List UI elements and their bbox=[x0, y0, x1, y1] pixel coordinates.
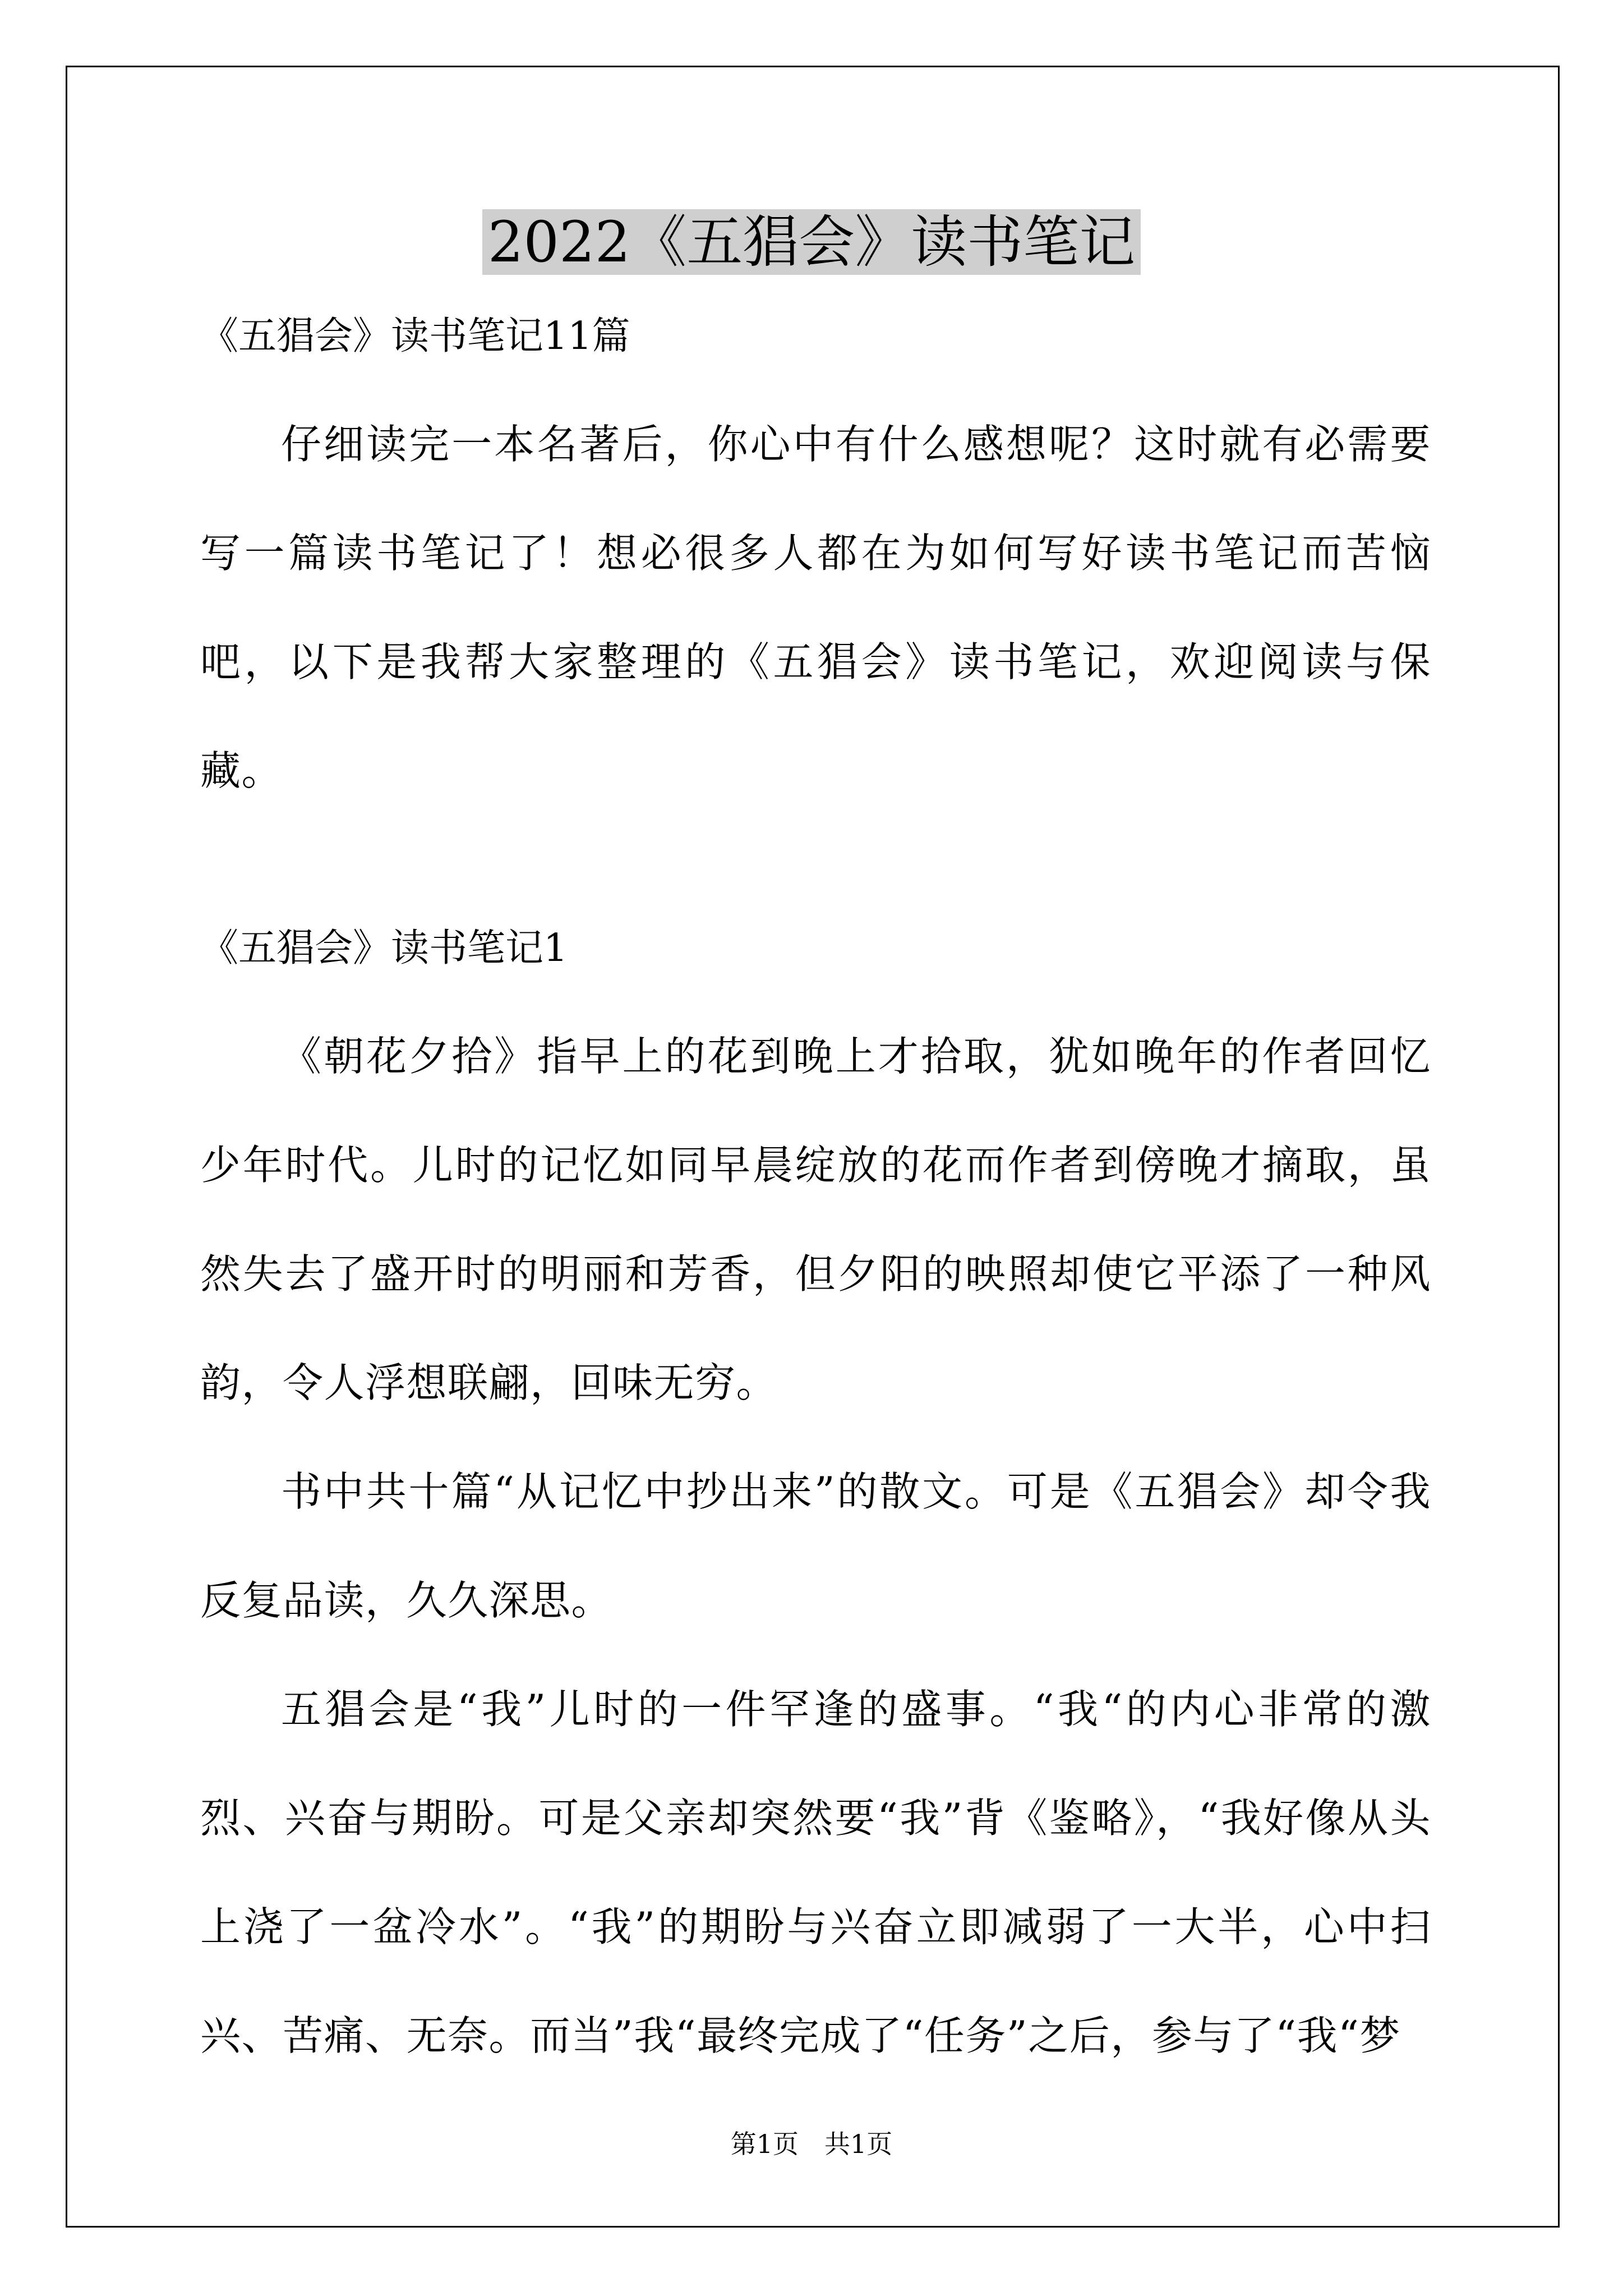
body-paragraph: 《朝花夕拾》指早上的花到晚上才拾取，犹如晚年的作者回忆少年时代。儿时的记忆如同早晨绽放的花而作者到傍晚才摘取，虽然失去了盛开时的明丽和芳香，但夕阳的映照却使它平添了一种风韵，令人浮想联翩，回味无穷。 bbox=[200, 1033, 1431, 1406]
body-paragraph: 书中共十篇“从记忆中抄出来”的散文。可是《五猖会》却令我反复品读，久久深思。 bbox=[200, 1468, 1431, 1624]
document-title bbox=[0, 203, 1623, 282]
document-title-text: 2022《五猖会》读书笔记 bbox=[482, 209, 1141, 275]
document-body bbox=[200, 309, 1431, 2090]
page-footer: 第1页 共1页 bbox=[730, 2129, 893, 2159]
body-paragraph: 五猖会是“我”儿时的一件罕逢的盛事。“我“的内心非常的激烈、兴奋与期盼。可是父亲却突然要“我”背《鉴略》，“我好像从头上浇了一盆冷水”。“我”的期盼与兴奋立即减弱了一大半，心中扫兴、苦痛、无奈。而当”我“最终完成了“任务”之后，参与了“我“梦 bbox=[200, 1686, 1431, 2059]
section-heading: 《五猖会》读书笔记1 bbox=[200, 926, 568, 970]
document-subtitle: 《五猖会》读书笔记11篇 bbox=[200, 314, 630, 358]
intro-paragraph: 仔细读完一本名著后，你心中有什么感想呢？这时就有必需要写一篇读书笔记了！想必很多人都在为如何写好读书笔记而苦恼吧，以下是我帮大家整理的《五猖会》读书笔记，欢迎阅读与保藏。 bbox=[200, 421, 1431, 794]
